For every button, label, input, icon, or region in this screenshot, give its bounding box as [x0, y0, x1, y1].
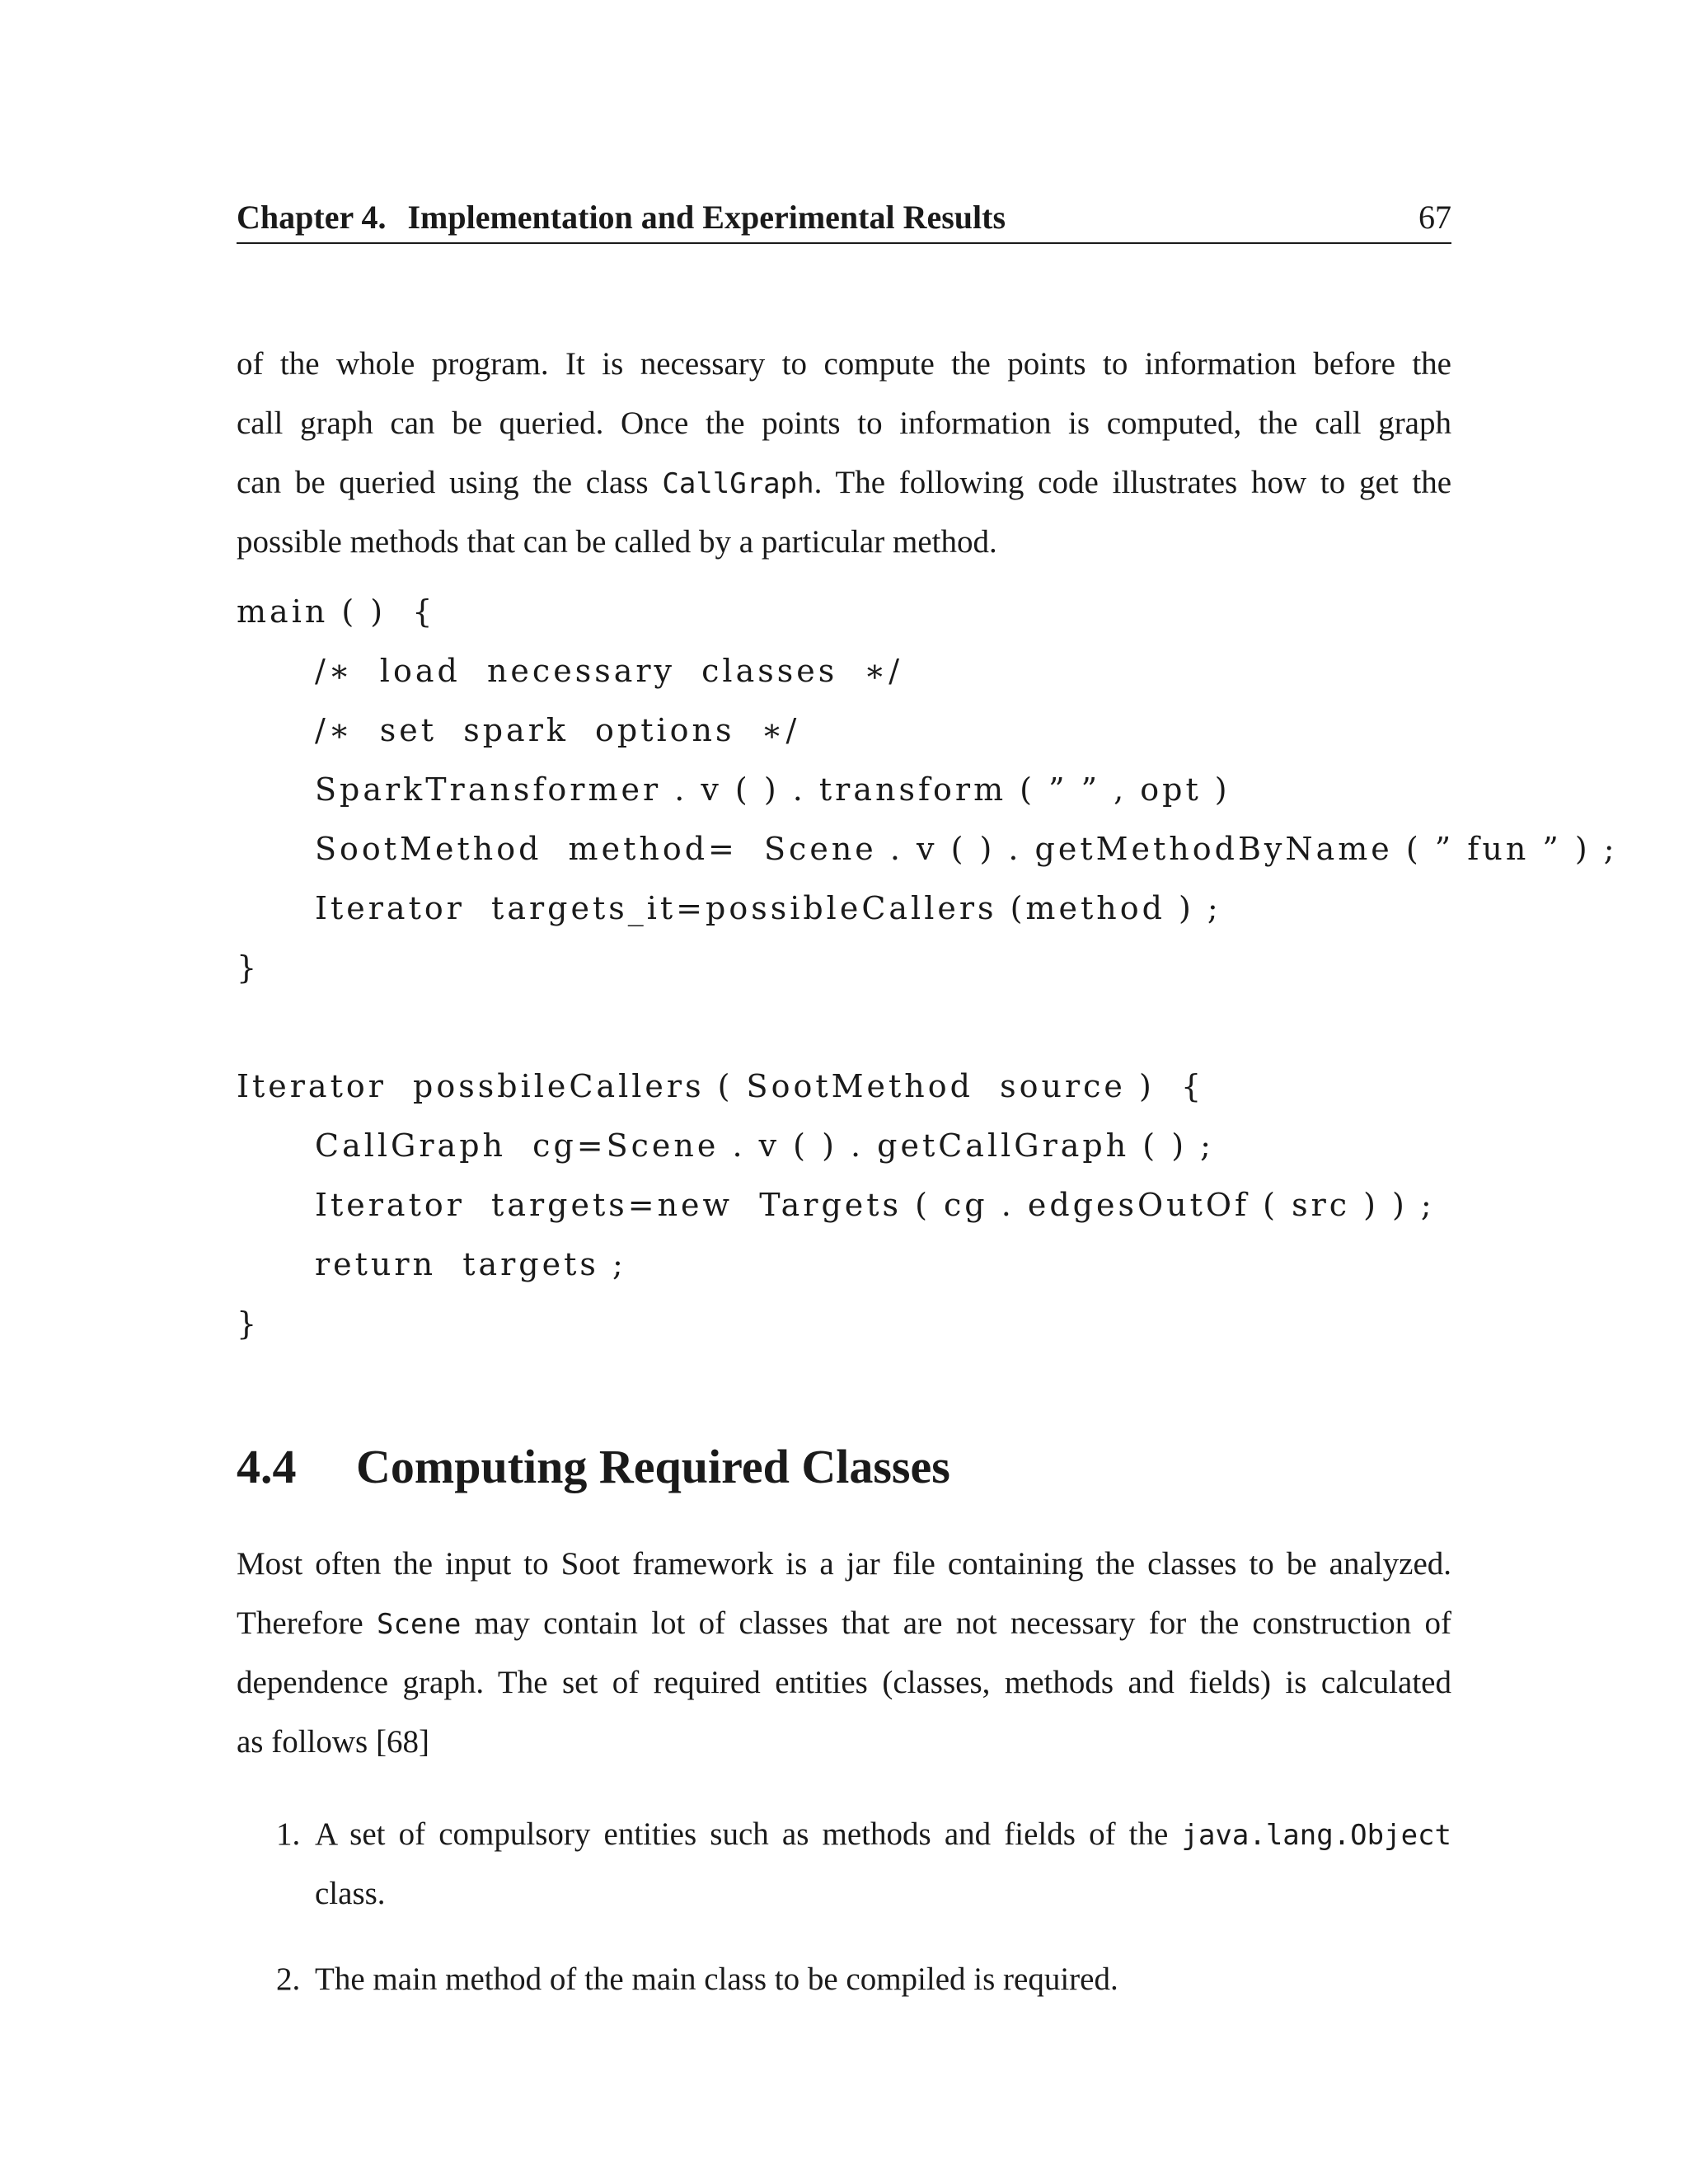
inline-code-scene: Scene [377, 1608, 462, 1641]
code-line: Iterator targets=new Targets ( cg . edgesOutOf ( src ) ) ; [315, 1187, 1435, 1223]
paragraph-line [237, 1594, 1451, 1653]
paragraph-line [237, 453, 1451, 513]
code-line: } [237, 1305, 260, 1342]
chapter-label: Chapter 4. [237, 199, 387, 236]
numbered-list [237, 1805, 1451, 2036]
code-line: SootMethod method= Scene . v ( ) . getMethodByName ( ” fun ” ) ; [315, 831, 1618, 867]
code-line: CallGraph cg=Scene . v ( ) . getCallGraph ( ) ; [315, 1127, 1214, 1164]
paragraph-line: possible methods that can be called by a particular method. [237, 524, 997, 560]
running-header [237, 196, 1451, 244]
paragraph-line: dependence graph. The set of required entities (classes, methods and fields) is calculated [237, 1665, 1451, 1700]
paragraph-line: Most often the input to Soot framework is a jar file containing the classes to be analyzed. [237, 1546, 1451, 1582]
list-item-line [315, 1805, 1451, 1864]
list-item [237, 1805, 1451, 1924]
page-number: 67 [1418, 199, 1451, 236]
list-item-line: The main method of the main class to be compiled is required. [315, 1961, 1118, 1997]
chapter-title: Implementation and Experimental Results [407, 199, 1006, 236]
paragraph-line: call graph can be queried. Once the points to information is computed, the call graph [237, 405, 1451, 441]
section-paragraph [237, 1535, 1451, 1772]
code-line: } [237, 949, 260, 986]
code-listing [237, 582, 1618, 1353]
text-run: can be queried using the class [237, 465, 663, 500]
chapter-heading [237, 198, 1006, 237]
list-item-line: class. [315, 1876, 386, 1911]
text-run: . The following code illustrates how to get the [814, 465, 1451, 500]
code-line: main ( ) { [237, 593, 436, 630]
list-item [237, 1950, 1451, 2009]
paragraph-line: as follows [68] [237, 1724, 429, 1760]
text-run: A set of compulsory entities such as methods and fields of the [315, 1816, 1182, 1852]
list-marker: 2. [276, 1961, 301, 1997]
section-title: Computing Required Classes [356, 1440, 950, 1493]
code-line: /∗ set spark options ∗/ [315, 712, 800, 748]
intro-paragraph [237, 335, 1451, 572]
inline-code-java-lang-object: java.lang.Object [1181, 1819, 1451, 1852]
text-run: Therefore [237, 1605, 377, 1641]
section-number: 4.4 [237, 1440, 297, 1493]
code-line [237, 997, 1451, 1057]
list-marker: 1. [276, 1816, 301, 1852]
section-heading [237, 1438, 950, 1496]
text-run: may contain lot of classes that are not necessary for the construction of [461, 1605, 1452, 1641]
code-line: Iterator possbileCallers ( SootMethod source ) { [237, 1068, 1205, 1104]
paragraph-line: of the whole program. It is necessary to compute the points to information before the [237, 346, 1451, 382]
code-line: return targets ; [315, 1246, 626, 1282]
inline-code-callgraph: CallGraph [662, 467, 814, 500]
code-line: Iterator targets_it=possibleCallers (method ) ; [315, 890, 1221, 926]
code-line: SparkTransformer . v ( ) . transform ( ” ” , opt ) [315, 771, 1231, 808]
code-line: /∗ load necessary classes ∗/ [315, 653, 903, 689]
